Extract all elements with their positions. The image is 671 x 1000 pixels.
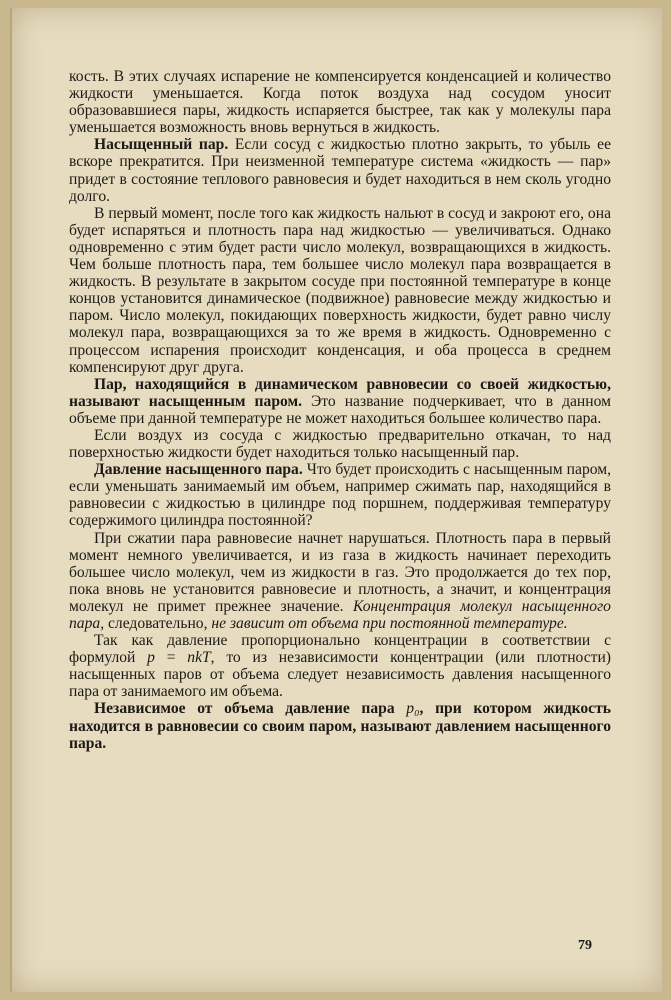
bold-text: Насыщенный пар. (94, 136, 229, 154)
text-run: Это название подчеркивает, что в данном объеме при данной температуре не может находиться большее количество пара. (69, 392, 611, 427)
text-run: следовательно, (104, 615, 212, 632)
bold-text: Давление насыщенного пара. (94, 461, 303, 479)
text-run: Если воздух из сосуда с жидкостью предварительно откачан, то над поверхностью жидкости будет находиться только насыщенный пар. (69, 426, 611, 462)
italic-text: p₀ (406, 700, 420, 718)
text-run: Если сосуд с жидкостью плотно закрыть, то убыль ее вскоре прекратится. При неизменной температуре система «жидкость — пар» придет в состояние теплового равновесия и будет находиться в нем сколь угодно долго. (69, 136, 611, 205)
paragraph (69, 427, 611, 461)
text-run: Так как давление пропорционально концентрации в соответствии с формулой (69, 632, 611, 667)
text-run: , то из независимости концентрации (или плотности) насыщенных паров от объема следует независимость давления насыщенного пара от занимаемого им объема. (69, 649, 611, 701)
italic-text: p (147, 649, 155, 667)
paragraph (69, 376, 611, 427)
paragraph (69, 136, 611, 204)
paragraph (69, 68, 611, 136)
paragraph (69, 632, 611, 700)
text-run: = (154, 649, 188, 667)
bold-text: Независимое от объема давление пара (94, 700, 407, 718)
text-run: При сжатии пара равновесие начнет нарушаться. Плотность пара в первый момент немного увеличивается, и из газа в жидкость начинает переходить большее число молекул, чем из жидкости в газ. Это продолжается до тех пор, пока вновь не установится равновесие и плотность, а значит, и концентрация молекул не примет прежнее значение. (69, 529, 611, 615)
paragraph (69, 461, 611, 529)
bold-text: Пар, находящийся в динамическом равновесии со своей жидкостью, называют насыщенным паром. (69, 375, 611, 410)
text-run: Что будет происходить с насыщенным паром, если уменьшать занимаемый им объем, например сжимать пар, находящийся в равновесии с жидкостью в цилиндре под поршнем, поддерживая температуру содержимого цилиндра постоянной? (69, 461, 612, 530)
page-body-text (69, 68, 611, 752)
italic-text: nkT (187, 649, 211, 667)
text-run: кость. В этих случаях испарение не компенсируется конденсацией и количество жидкости уменьшается. Когда поток воздуха над сосудом уносит образовавшиеся пары, жидкость испаряется быстрее, так как у молекулы пара уменьшается возможность вновь вернуться в жидкость. (69, 68, 611, 137)
page-number: 79 (578, 938, 592, 953)
italic-text: не зависит от объема при постоянной температуре. (211, 615, 568, 632)
paragraph (69, 700, 611, 751)
italic-text: Концентрация молекул насыщенного пара, (69, 597, 611, 632)
text-run: В первый момент, после того как жидкость нальют в сосуд и закроют его, она будет испаряться и плотность пара над жидкостью — увеличиваться. Однако одновременно с этим будет расти число молекул, возвращающихся в жидкость. Чем больше плотность пара, тем большее число молекул пара возвращается в жидкость. В результате в закрытом сосуде при постоянной температуре в конце концов установится динамическое (подвижное) равновесие между жидкостью и паром. Число молекул, покидающих поверхность жидкости, будет равно числу молекул пара, возвращающихся за то же время в жидкость. Одновременно с процессом испарения происходит конденсация, и оба процесса в среднем компенсируют друг друга. (69, 204, 611, 376)
paragraph (69, 530, 611, 633)
bold-text: , при котором жидкость находится в равновесии со своим паром, называют давлением насыщенного пара. (69, 700, 611, 752)
book-page (10, 8, 662, 992)
paragraph (69, 205, 611, 376)
